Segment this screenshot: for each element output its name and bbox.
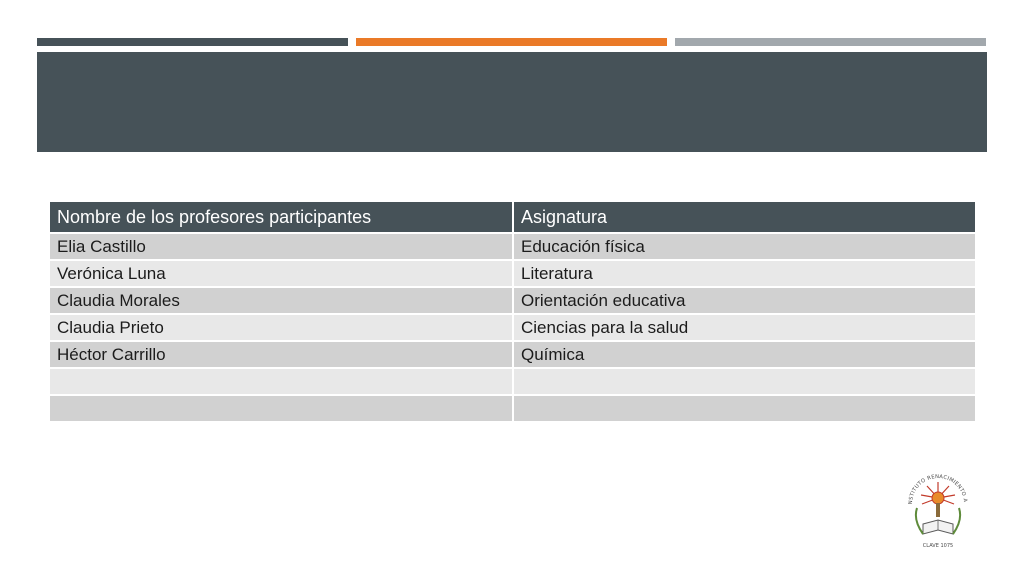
teacher-name-cell: Verónica Luna [49,260,513,287]
teacher-name-cell [49,395,513,422]
seal-text-top: NSTITUTO RENACIMIENTO A [907,473,968,505]
table-row [49,395,976,422]
header-teacher-name: Nombre de los profesores participantes [49,201,513,233]
subject-cell [513,368,976,395]
header-subject: Asignatura [513,201,976,233]
accent-bar-grey [675,38,986,46]
table-header-row [49,201,976,233]
teacher-name-cell: Héctor Carrillo [49,341,513,368]
institution-seal-icon [903,468,973,552]
table-row [49,287,976,314]
accent-bar-dark [37,38,348,46]
table-row [49,341,976,368]
table-row [49,233,976,260]
teacher-name-cell: Claudia Morales [49,287,513,314]
table-row [49,368,976,395]
subject-cell: Literatura [513,260,976,287]
seal-text-bottom: CLAVE 1075 [922,543,954,549]
teacher-name-cell: Elia Castillo [49,233,513,260]
teacher-name-cell: Claudia Prieto [49,314,513,341]
subject-cell: Orientación educativa [513,287,976,314]
table-row [49,260,976,287]
accent-bar-orange [356,38,667,46]
subject-cell: Ciencias para la salud [513,314,976,341]
subject-cell: Educación física [513,233,976,260]
subject-cell [513,395,976,422]
teacher-name-cell [49,368,513,395]
title-band [37,52,987,152]
subject-cell: Química [513,341,976,368]
teachers-table [48,200,977,423]
table-row [49,314,976,341]
